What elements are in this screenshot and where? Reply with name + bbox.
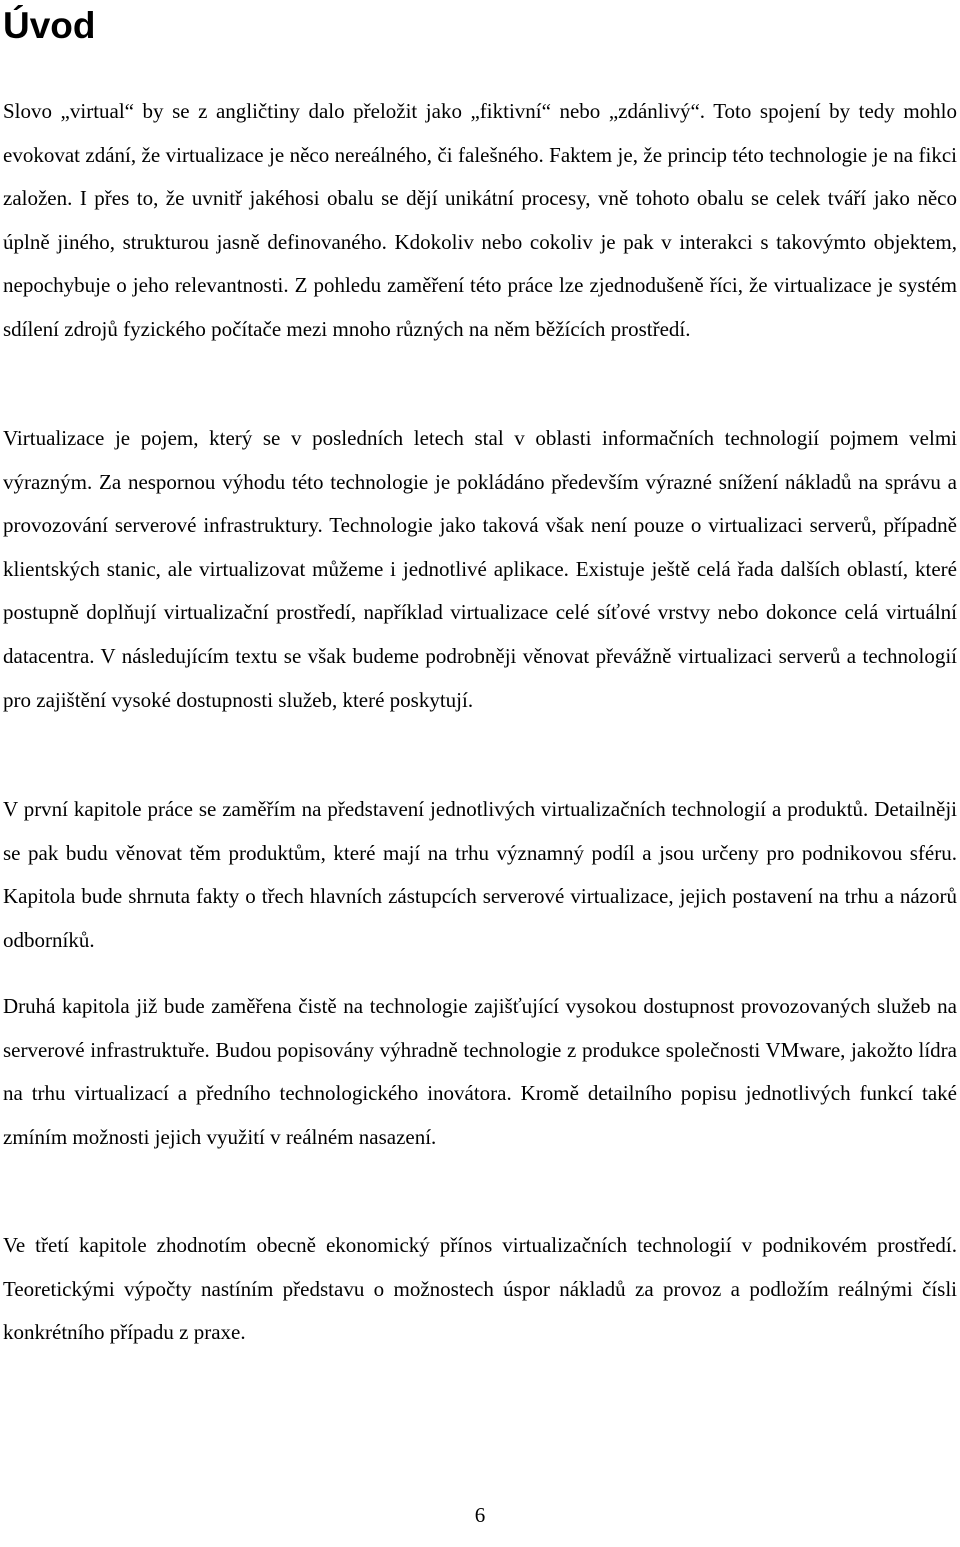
paragraph-chapter-three: Ve třetí kapitole zhodnotím obecně ekonomický přínos virtualizačních technologií v podnikovém prostředí. Teoretickými výpočty nastíním představu o možnostech úspor nákladů za provoz a podložím reálnými čísli konkrétního případu z praxe.: [3, 1233, 957, 1345]
page-title: Úvod: [3, 5, 96, 46]
paragraph-chapter-one: V první kapitole práce se zaměřím na představení jednotlivých virtualizačních technologií a produktů. Detailněji se pak budu věnovat těm produktům, které mají na trhu významný podíl a jsou určeny pro podnikovou sféru. Kapitola bude shrnuta fakty o třech hlavních zástupcích serverové virtualizace, jejich postavení na trhu a názorů odborníků.: [3, 797, 957, 952]
paragraph-virtualization-overview: Virtualizace je pojem, který se v posledních letech stal v oblasti informačních technologií pojmem velmi výrazným. Za nespornou výhodu této technologie je pokládáno především výrazné snížení nákladů na správu a provozování serverové infrastruktury. Technologie jako taková však není pouze o virtualizaci serverů, případně klientských stanic, ale virtualizovat můžeme i jednotlivé aplikace. Existuje ještě celá řada dalších oblastí, které postupně doplňují virtualizační prostředí, například virtualizace celé síťové vrstvy nebo dokonce celá virtuální datacentra. V následujícím textu se však budeme podrobněji věnovat převážně virtualizaci serverů a technologií pro zajištění vysoké dostupnosti služeb, které poskytují.: [3, 426, 957, 712]
paragraph-intro-virtual: Slovo „virtual“ by se z angličtiny dalo přeložit jako „fiktivní“ nebo „zdánlivý“. Toto spojení by tedy mohlo evokovat zdání, že virtualizace je něco nereálného, či falešného. Faktem je, že princip této technologie je na fikci založen. I přes to, že uvnitř jakéhosi obalu se dějí unikátní procesy, vně tohoto obalu se celek tváří jako něco úplně jiného, strukturou jasně definovaného. Kdokoliv nebo cokoliv je pak v interakci s takovýmto objektem, nepochybuje o jeho relevantnosti. Z pohledu zaměření této práce lze zjednodušeně říci, že virtualizace je systém sdílení zdrojů fyzického počítače mezi mnoho různých na něm běžících prostředí.: [3, 99, 957, 341]
paragraph-chapter-two: Druhá kapitola již bude zaměřena čistě na technologie zajišťující vysokou dostupnost provozovaných služeb na serverové infrastruktuře. Budou popisovány výhradně technologie z produkce společnosti VMware, jakožto lídra na trhu virtualizací a předního technologického inovátora. Kromě detailního popisu jednotlivých funkcí také zmíním možnosti jejich využití v reálném nasazení.: [3, 994, 957, 1149]
page-number: 6: [474, 1503, 486, 1527]
